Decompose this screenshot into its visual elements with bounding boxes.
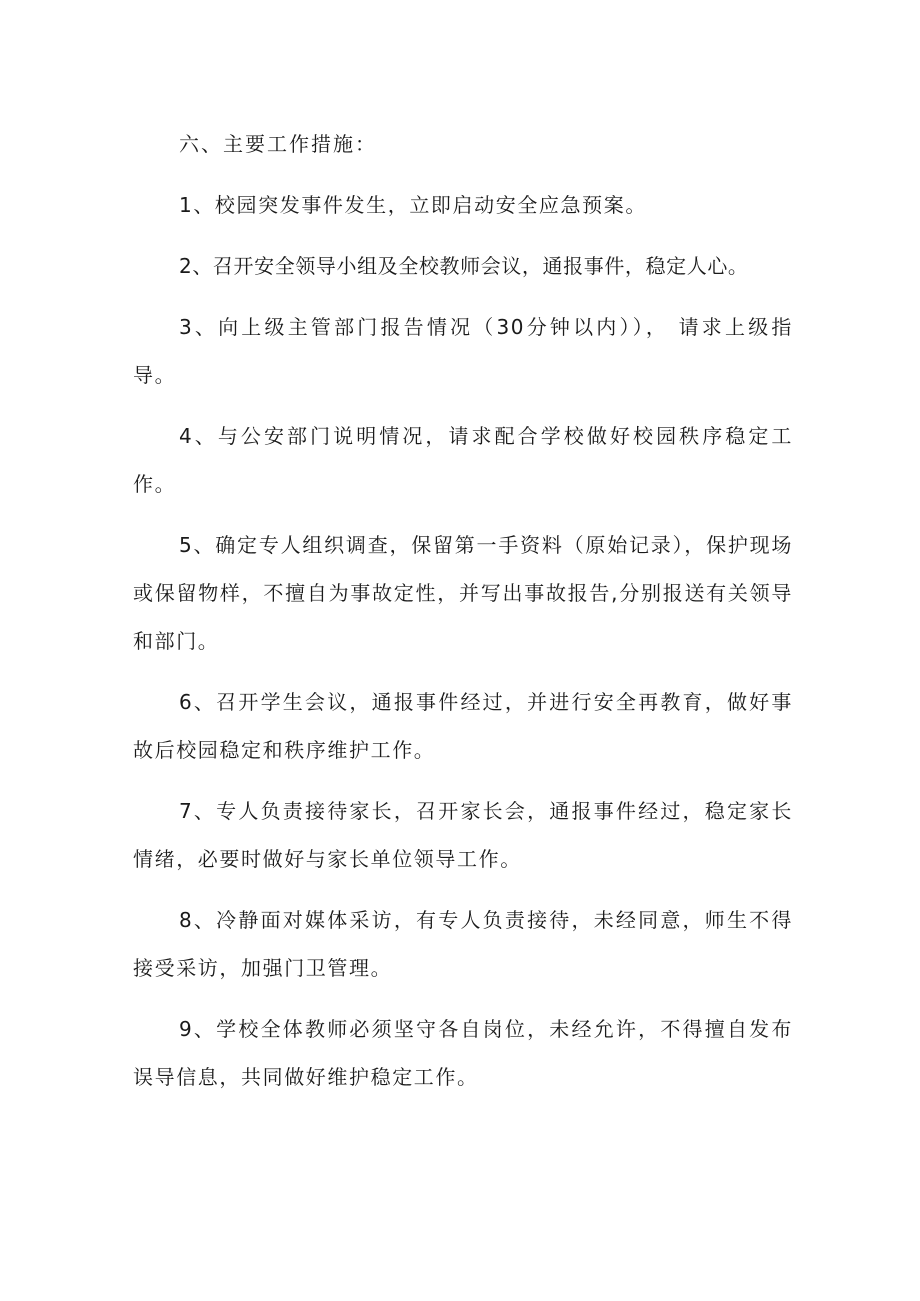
measure-item-1: 1、校园突发事件发生，立即启动安全应急预案。	[179, 193, 647, 217]
measure-item-6: 6、召开学生会议，通报事件经过，并进行安全再教育，做好事故后校园稳定和秩序维护工作。	[133, 690, 793, 762]
measure-item-3: 3、向上级主管部门报告情况（30分钟以内））， 请求上级指导。	[133, 315, 793, 387]
section-heading: 六、主要工作措施：	[179, 132, 377, 156]
measure-item-4: 4、与公安部门说明情况，请求配合学校做好校园秩序稳定工作。	[133, 424, 793, 496]
measure-item-9: 9、学校全体教师必须坚守各自岗位，未经允许，不得擅自发布误导信息，共同做好维护稳定工作。	[133, 1017, 793, 1089]
measure-item-8: 8、冷静面对媒体采访，有专人负责接待，未经同意，师生不得接受采访，加强门卫管理。	[133, 908, 793, 980]
measure-item-2: 2、召开安全领导小组及全校教师会议，通报事件，稳定人心。	[179, 254, 749, 278]
measure-item-7: 7、专人负责接待家长，召开家长会，通报事件经过，稳定家长情绪，必要时做好与家长单位领导工作。	[133, 799, 793, 871]
measure-item-5: 5、确定专人组织调查，保留第一手资料（原始记录），保护现场或保留物样，不擅自为事故定性，并写出事故报告,分别报送有关领导和部门。	[133, 533, 793, 653]
document-body	[133, 120, 793, 1114]
